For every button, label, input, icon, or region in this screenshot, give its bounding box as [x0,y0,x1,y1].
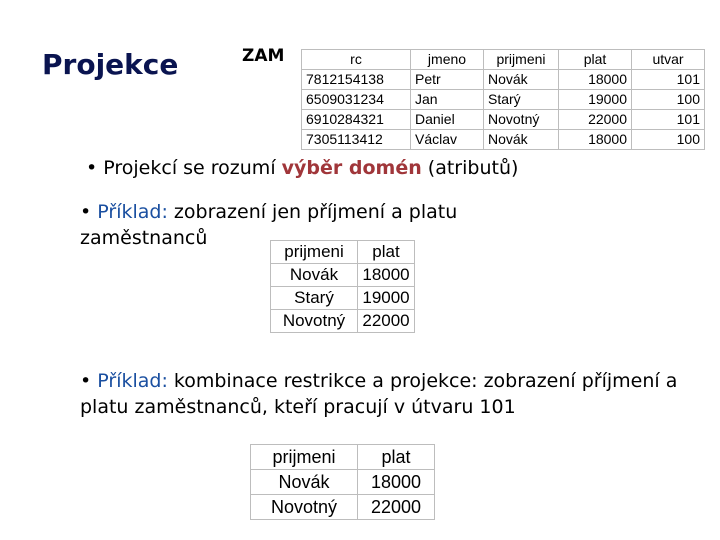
bullet-example-2 [80,368,690,420]
example-1-result-table [270,240,415,333]
table-row [302,70,705,90]
cell-prijmeni: Novotný [271,310,358,333]
table-row [271,287,415,310]
cell-plat: 22000 [358,310,415,333]
column-header-jmeno: jmeno [411,50,484,70]
bullet-text-after: (atributů) [421,157,519,179]
cell-prijmeni: Starý [484,90,559,110]
column-header-plat: plat [358,445,435,470]
example-2-result-table [250,444,435,520]
bullet-marker: • [80,201,92,223]
cell-plat: 19000 [358,287,415,310]
cell-rc: 6910284321 [302,110,411,130]
cell-plat: 18000 [358,470,435,495]
slide-title: Projekce [42,48,179,81]
column-header-utvar: utvar [632,50,705,70]
table-name-label: ZAM [242,46,285,66]
example-text: zobrazení jen příjmení a platu zaměstnanců [80,201,458,249]
table-row [302,90,705,110]
example-text: kombinace restrikce a projekce: zobrazení příjmení a platu zaměstnanců, kteří pracují v útvaru 101 [80,370,678,418]
table-header-row [251,445,435,470]
column-header-plat: plat [358,241,415,264]
column-header-prijmeni: prijmeni [271,241,358,264]
cell-rc: 7812154138 [302,70,411,90]
cell-utvar: 100 [632,130,705,150]
cell-plat: 22000 [358,495,435,520]
table-row [302,130,705,150]
cell-jmeno: Václav [411,130,484,150]
table-header-row [302,50,705,70]
table-row [302,110,705,130]
cell-plat: 18000 [559,130,632,150]
column-header-prijmeni: prijmeni [484,50,559,70]
cell-utvar: 101 [632,70,705,90]
column-header-prijmeni: prijmeni [251,445,358,470]
zam-table [301,49,705,150]
bullet-text-before: Projekcí se rozumí [103,157,282,179]
cell-prijmeni: Novotný [251,495,358,520]
table-header-row [271,241,415,264]
cell-plat: 18000 [559,70,632,90]
column-header-plat: plat [559,50,632,70]
cell-prijmeni: Novák [484,130,559,150]
cell-prijmeni: Novák [251,470,358,495]
cell-rc: 7305113412 [302,130,411,150]
bullet-projection-definition [86,155,518,181]
cell-utvar: 101 [632,110,705,130]
cell-plat: 19000 [559,90,632,110]
example-prefix: Příklad: [97,370,168,392]
bullet-marker: • [86,157,98,179]
table-row [271,264,415,287]
table-row [251,470,435,495]
cell-jmeno: Jan [411,90,484,110]
cell-prijmeni: Novotný [484,110,559,130]
cell-prijmeni: Novák [484,70,559,90]
column-header-rc: rc [302,50,411,70]
example-prefix: Příklad: [97,201,168,223]
bullet-marker: • [80,370,92,392]
highlighted-term: výběr domén [281,157,422,179]
cell-jmeno: Daniel [411,110,484,130]
cell-utvar: 100 [632,90,705,110]
cell-jmeno: Petr [411,70,484,90]
cell-rc: 6509031234 [302,90,411,110]
cell-plat: 18000 [358,264,415,287]
cell-plat: 22000 [559,110,632,130]
table-row [271,310,415,333]
table-row [251,495,435,520]
cell-prijmeni: Novák [271,264,358,287]
cell-prijmeni: Starý [271,287,358,310]
